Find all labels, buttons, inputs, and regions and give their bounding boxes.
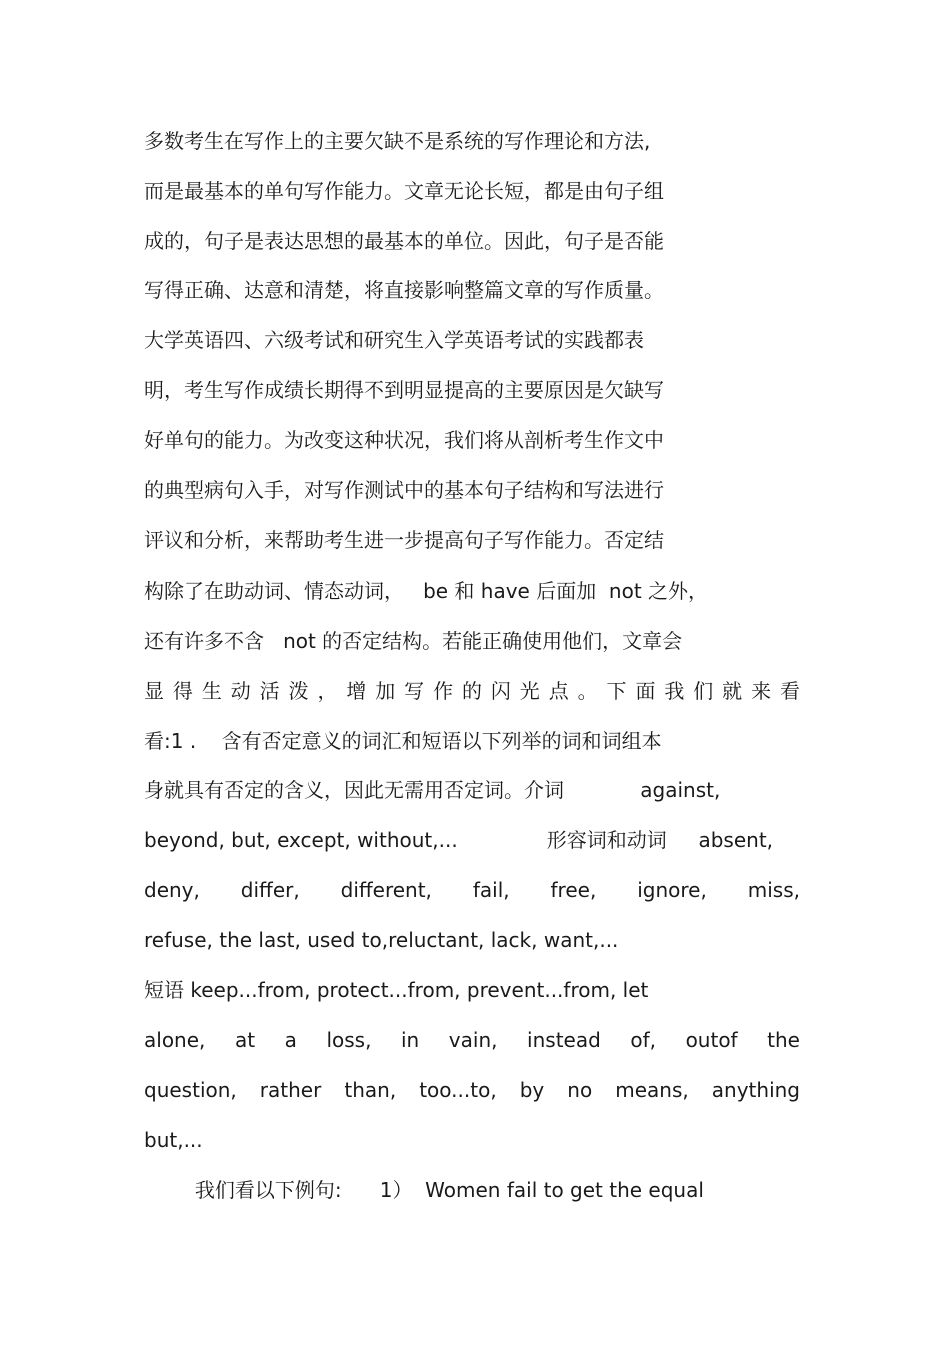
paragraph-line: deny, differ, different, fail, free, ignore, miss,: [144, 878, 800, 902]
paragraph-line: alone, at a loss, in vain, instead of, outof the: [144, 1028, 800, 1052]
paragraph-line: beyond, but, except, without,... 形容词和动词 absent,: [144, 828, 774, 852]
paragraph-line: 好单句的能力。为改变这种状况，我们将从剖析考生作文中: [144, 428, 664, 452]
paragraph-line: 而是最基本的单句写作能力。文章无论长短，都是由句子组: [144, 179, 664, 203]
paragraph-line: 显 得 生 动 活 泼 ， 增 加 写 作 的 闪 光 点 。 下 面 我 们 就 来 看: [144, 679, 800, 703]
paragraph-line: 还有许多不含 not 的否定结构。若能正确使用他们，文章会: [144, 629, 683, 653]
paragraph-line: 的典型病句入手，对写作测试中的基本句子结构和写法进行: [144, 478, 664, 502]
paragraph-line: 我们看以下例句: 1） Women fail to get the equal: [144, 1178, 704, 1202]
paragraph-line: 写得正确、达意和清楚，将直接影响整篇文章的写作质量。: [144, 278, 664, 302]
paragraph-line: 多数考生在写作上的主要欠缺不是系统的写作理论和方法,: [144, 129, 651, 153]
paragraph-line: but,...: [144, 1128, 203, 1152]
paragraph-line: 大学英语四、六级考试和研究生入学英语考试的实践都表: [144, 328, 644, 352]
paragraph-line: question, rather than, too...to, by no means, anything: [144, 1078, 800, 1102]
paragraph-line: 看:1 . 含有否定意义的词汇和短语以下列举的词和词组本: [144, 729, 662, 753]
paragraph-line: 评议和分析，来帮助考生进一步提高句子写作能力。否定结: [144, 528, 664, 552]
paragraph-line: refuse, the last, used to,reluctant, lack, want,...: [144, 928, 619, 952]
paragraph-line: 构除了在助动词、情态动词， be 和 have 后面加 not 之外，: [144, 579, 709, 603]
paragraph-line: 身就具有否定的含义，因此无需用否定词。介词 against,: [144, 778, 721, 802]
paragraph-line: 短语 keep...from, protect...from, prevent...from, let: [144, 978, 649, 1002]
paragraph-line: 成的，句子是表达思想的最基本的单位。因此，句子是否能: [144, 229, 664, 253]
paragraph-line: 明，考生写作成绩长期得不到明显提高的主要原因是欠缺写: [144, 378, 664, 402]
